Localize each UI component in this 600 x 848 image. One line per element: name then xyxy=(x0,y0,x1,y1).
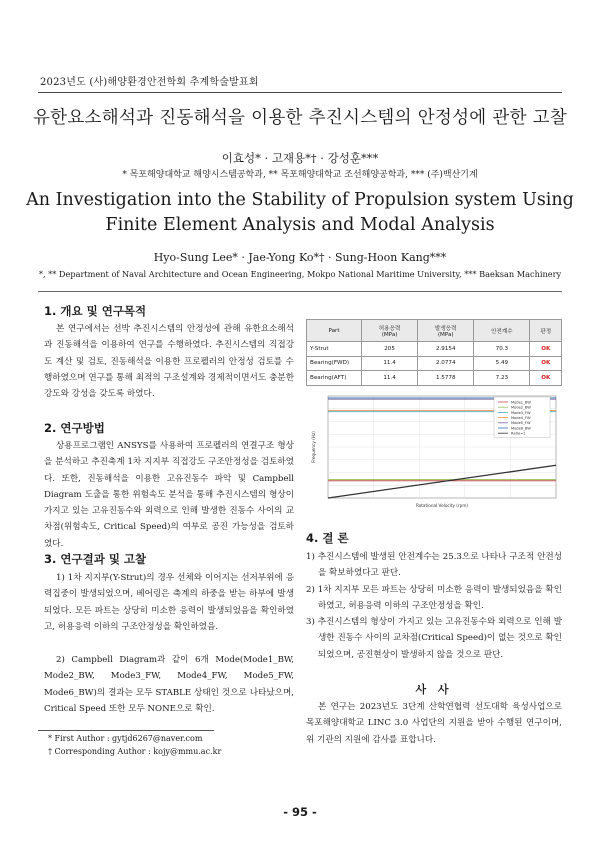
verdict-cell: OK xyxy=(530,342,562,357)
table-row xyxy=(307,356,562,371)
verdict-cell: OK xyxy=(530,371,562,386)
table-cell: 7.23 xyxy=(474,371,530,386)
section-2-body: 상용프로그램인 ANSYS를 사용하여 프로펠러의 연결구조 형상을 분석하고 추진축계 1차 지지부 직접강도 구조안정성을 검토하였다. 또한, 진동해석을 이용한 고유진동수 파악 및 Campbell Diagram 도출을 통한 위험속도 분석을 통해 추진시스템의 형상이 가지고 있는 고유진동수와 외력으로 인해 발생한 진동수 사이의 교차점(위험속도, Critical Speed)의 여부로 공진 가능성을 검토하였다. xyxy=(44,441,294,549)
table-header-row xyxy=(307,320,562,342)
table-cell: 11.4 xyxy=(362,371,418,386)
legend-label: Mode6_BW xyxy=(511,426,531,431)
table-cell: 2.0774 xyxy=(418,356,474,371)
section-1-body: 본 연구에서는 선박 추진시스템의 안정성에 관해 유한요소해석과 진동해석을 이용하여 연구를 수행하였다. 추진시스템의 직접강도 계산 및 검토, 진동해석을 이용한 프로펠러의 안정성 검토를 수행하였으며 연구를 통해 최적의 구조설계와 경제적이면서도 충분한 강도와 강성을 갖도록 하였다. xyxy=(44,324,294,400)
section-3-heading: 3. 연구결과 및 고찰 xyxy=(44,552,147,566)
legend-label: Mode5_FW xyxy=(511,421,531,426)
verdict-cell: OK xyxy=(530,356,562,371)
footnote-rule xyxy=(38,730,214,731)
authors-korean: 이효성* · 고재용*† · 강성훈*** xyxy=(221,151,379,165)
affiliations-english: *, ** Department of Naval Architecture and Ocean Engineering, Mokpo National Maritime University, *** Baeksan Machinery xyxy=(38,269,562,279)
table-row xyxy=(307,342,562,357)
table-cell: Bearing(AFT) xyxy=(307,371,362,386)
title-english-line1: An Investigation into the Stability of Propulsion system Using xyxy=(26,190,574,210)
legend-label: Mode2_BW xyxy=(511,405,531,410)
legend-label: Mode4_FW xyxy=(511,416,531,420)
table-cell: Y-Strut xyxy=(307,342,362,357)
section-2-heading: 2. 연구방법 xyxy=(44,421,105,435)
page-number: - 95 - xyxy=(283,805,317,819)
affiliations-korean: * 목포해양대학교 해양시스템공학과, ** 목포해양대학교 조선해양공학과, *** (주)백산기계 xyxy=(122,170,478,180)
table-cell: 1.5778 xyxy=(418,371,474,386)
table-cell: 205 xyxy=(362,342,418,357)
table-header-cell: 판정 xyxy=(530,320,562,342)
title-english-line2: Finite Element Analysis and Modal Analysis xyxy=(105,215,495,235)
table-cell: Bearing(FWD) xyxy=(307,356,362,371)
table-cell: 5.49 xyxy=(474,356,530,371)
list-item: 1) 추진시스템에 발생된 안전계수는 25.3으로 나타나 구조적 안전성을 확보하였다고 판단. xyxy=(306,552,562,579)
x-axis-label: Rotational Velocity (rpm) xyxy=(415,503,469,508)
legend-label: Ratio=1 xyxy=(511,431,526,436)
section-1-heading: 1. 개요 및 연구목적 xyxy=(44,304,147,318)
table-header-cell: 발생응력 (MPa) xyxy=(418,320,474,342)
table-cell: 2.9154 xyxy=(418,342,474,357)
header-rule xyxy=(38,92,562,93)
legend-label: Mode1_BW xyxy=(511,400,531,405)
campbell-diagram xyxy=(306,390,562,512)
footnote-corresponding-author: † Corresponding Author : kojy@mmu.ac.kr xyxy=(48,747,222,756)
list-item: 2) 1차 지지부 모든 파트는 상당히 미소한 응력이 발생되었음을 확인하였고, 허용응력 이하의 구조안정성을 확인. xyxy=(306,584,562,611)
y-axis-label: Frequency (Hz) xyxy=(311,431,316,463)
acknowledgment-heading: 사 사 xyxy=(415,683,453,696)
table-cell: 11.4 xyxy=(362,356,418,371)
acknowledgment-body: 본 연구는 2023년도 3단계 산학연협력 선도대학 육성사업으로 목포해양대학교 LINC 3.0 사업단의 지원을 받아 수행된 연구이며, 위 기관의 지원에 감사를 표합니다. xyxy=(306,702,562,745)
list-item: 3) 추진시스템의 형상이 가지고 있는 고유진동수와 외력으로 인해 발생한 진동수 사이의 교차점(Critical Speed)이 없는 것으로 확인되었으며, 공진현상이 발생하지 않을 것으로 판단. xyxy=(306,617,562,660)
section-rule xyxy=(38,291,562,292)
legend-label: Mode3_FW xyxy=(511,410,531,415)
authors-english: Hyo-Sung Lee* · Jae-Yong Ko*† · Sung-Hoon Kang*** xyxy=(153,251,447,264)
table-header-cell: 허용응력 (MPa) xyxy=(362,320,418,342)
conference-header: 2023년도 (사)해양환경안전학회 추계학술발표회 xyxy=(40,77,259,88)
table-header-cell: Part xyxy=(307,320,362,342)
paper-title-english xyxy=(0,188,600,238)
paper-title-korean: 유한요소해석과 진동해석을 이용한 추진시스템의 안정성에 관한 고찰 xyxy=(32,108,568,128)
footnote-first-author: * First Author : gytjd6267@naver.com xyxy=(48,734,203,743)
results-table xyxy=(306,319,562,386)
table-header-cell: 안전계수 xyxy=(474,320,530,342)
conclusion-list xyxy=(306,549,562,663)
section-3-item-1: 1) 1차 지지부(Y-Strut)의 경우 선체와 이어지는 선저부위에 응력집중이 발생되었으며, 베어링은 축계의 하중을 받는 하부에 발생되었다. 모든 파트는 상당히 미소한 응력이 발생되었음을 확인하였고, 허용응력 이하의 구조안정성을 확인하였음. xyxy=(44,573,294,632)
section-3-item-2: 2) Campbell Diagram과 같이 6개 Mode(Mode1_BW, Mode2_BW, Mode3_FW, Mode4_FW, Mode5_FW, Mode6_BW)의 결과는 모두 STABLE 상태인 것으로 나타났으며, Critical Speed 또한 모두 NONE으로 확인. xyxy=(44,655,294,714)
table-cell: 70.3 xyxy=(474,342,530,357)
section-4-heading: 4. 결 론 xyxy=(306,531,349,545)
table-row xyxy=(307,371,562,386)
